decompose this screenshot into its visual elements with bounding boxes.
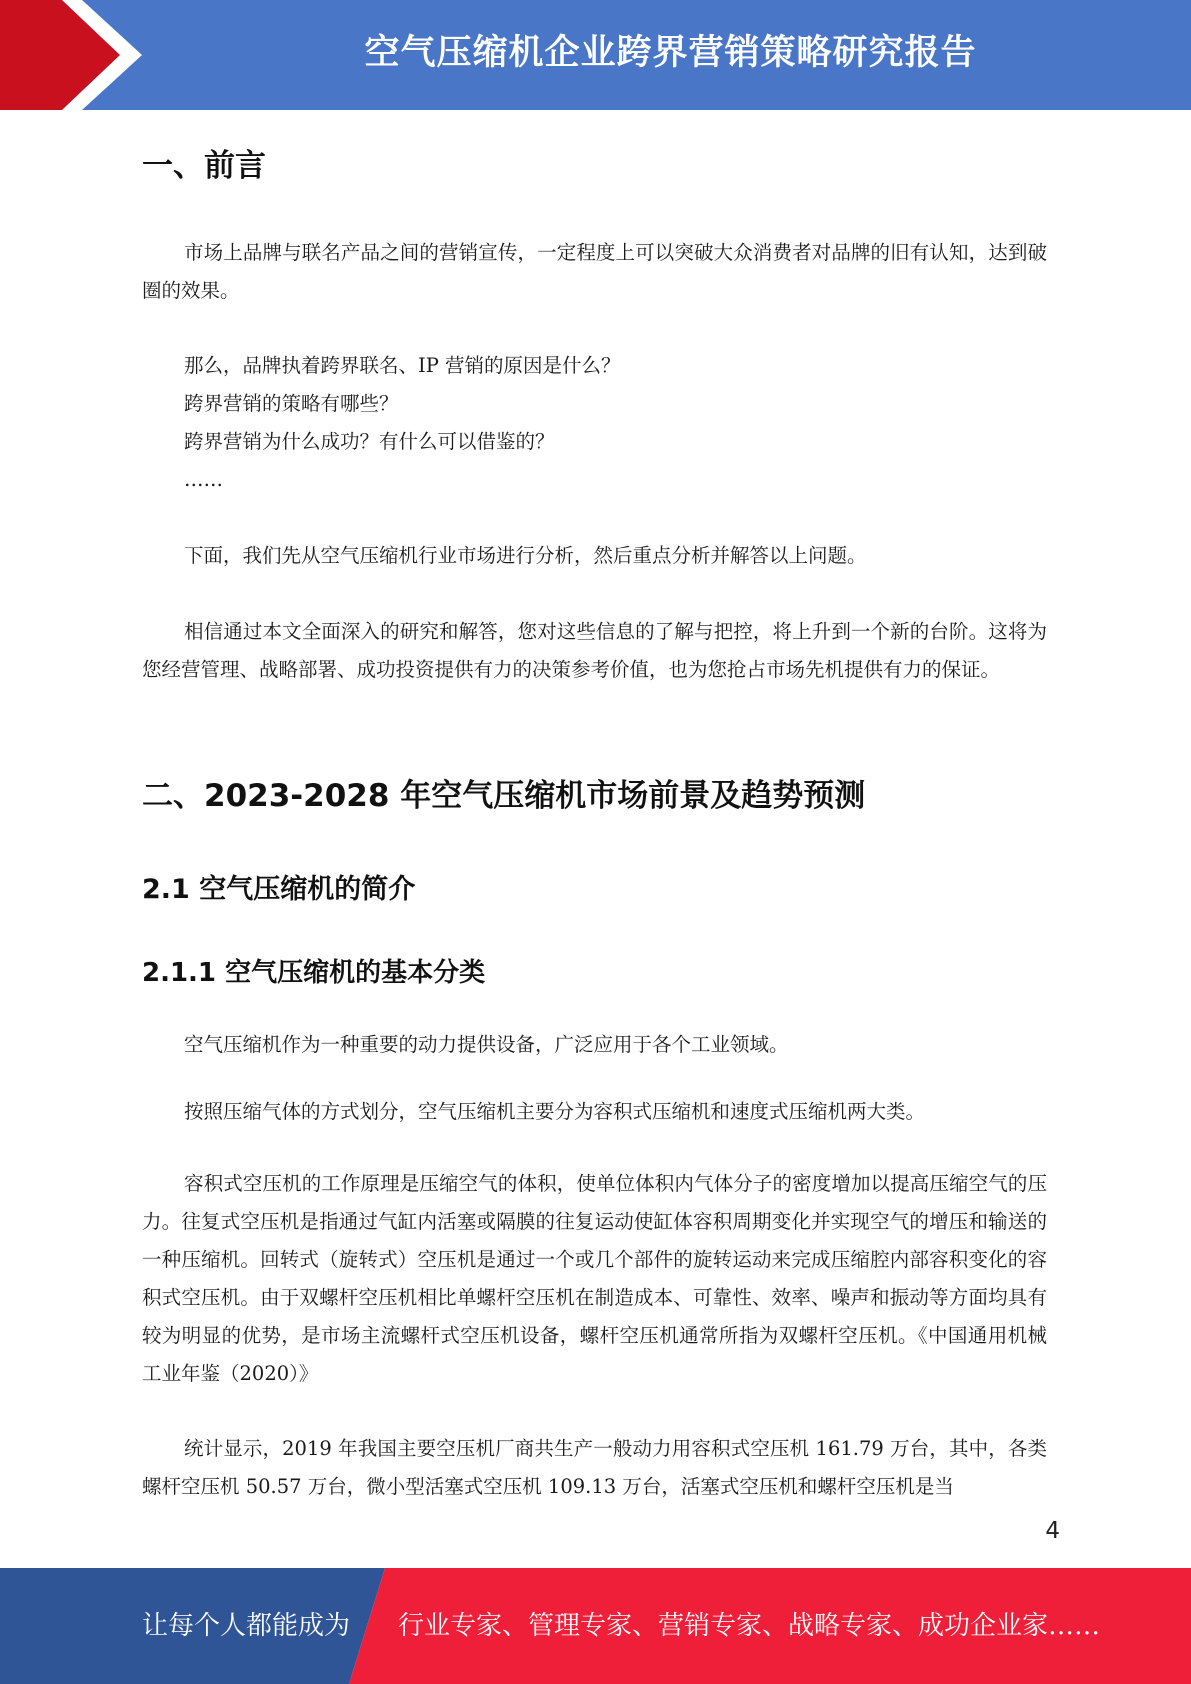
footer-slogan-left: 让每个人都能成为: [142, 1611, 351, 1641]
paragraph: 容积式空压机的工作原理是压缩空气的体积，使单位体积内气体分子的密度增加以提高压缩空气的压力。往复式空压机是指通过气缸内活塞或隔膜的往复运动使缸体容积周期变化并实现空气的增压和输送的一种压缩机。回转式（旋转式）空压机是通过一个或几个部件的旋转运动来完成压缩腔内部容积变化的容积式空压机。由于双螺杆空压机相比单螺杆空压机在制造成本、可靠性、效率、噪声和振动等方面均具有较为明显的优势，是市场主流螺杆式空压机设备，螺杆空压机通常所指为双螺杆空压机。《中国通用机械工业年鉴（2020）》: [142, 1172, 1047, 1385]
section-heading-forecast: 二、2023-2028 年空气压缩机市场前景及趋势预测: [142, 778, 866, 814]
question-line: 那么，品牌执着跨界联名、IP 营销的原因是什么？: [184, 354, 621, 377]
ellipsis-line: ……: [184, 468, 223, 491]
paragraph: 统计显示，2019 年我国主要空压机厂商共生产一般动力用容积式空压机 161.79 万台，其中，各类螺杆空压机 50.57 万台，微小型活塞式空压机 109.13 万台，活塞式空压机和螺杆空压机是当: [142, 1437, 1047, 1498]
section-heading-preface: 一、前言: [142, 148, 266, 184]
subsubsection-heading: 2.1.1 空气压缩机的基本分类: [142, 958, 486, 988]
header-banner: [0, 0, 1191, 110]
paragraph: 下面，我们先从空气压缩机行业市场进行分析，然后重点分析并解答以上问题。: [184, 544, 867, 567]
report-title: 空气压缩机企业跨界营销策略研究报告: [364, 33, 977, 73]
header-chevron-decoration: [0, 0, 150, 110]
paragraph: 空气压缩机作为一种重要的动力提供设备，广泛应用于各个工业领域。: [184, 1033, 789, 1056]
paragraph: 按照压缩气体的方式划分，空气压缩机主要分为容积式压缩机和速度式压缩机两大类。: [184, 1100, 926, 1123]
paragraph: 市场上品牌与联名产品之间的营销宣传，一定程度上可以突破大众消费者对品牌的旧有认知，达到破圈的效果。: [142, 241, 1047, 302]
page-number: 4: [1045, 1518, 1060, 1544]
question-line: 跨界营销为什么成功？有什么可以借鉴的？: [184, 430, 555, 453]
footer-slogan-right: 行业专家、管理专家、营销专家、战略专家、成功企业家……: [398, 1611, 1101, 1641]
footer-banner: [0, 1568, 1191, 1684]
question-line: 跨界营销的策略有哪些？: [184, 392, 399, 415]
subsection-heading: 2.1 空气压缩机的简介: [142, 874, 416, 905]
paragraph: 相信通过本文全面深入的研究和解答，您对这些信息的了解与把控，将上升到一个新的台阶。这将为您经营管理、战略部署、成功投资提供有力的决策参考价值，也为您抢占市场先机提供有力的保证。: [142, 620, 1047, 681]
